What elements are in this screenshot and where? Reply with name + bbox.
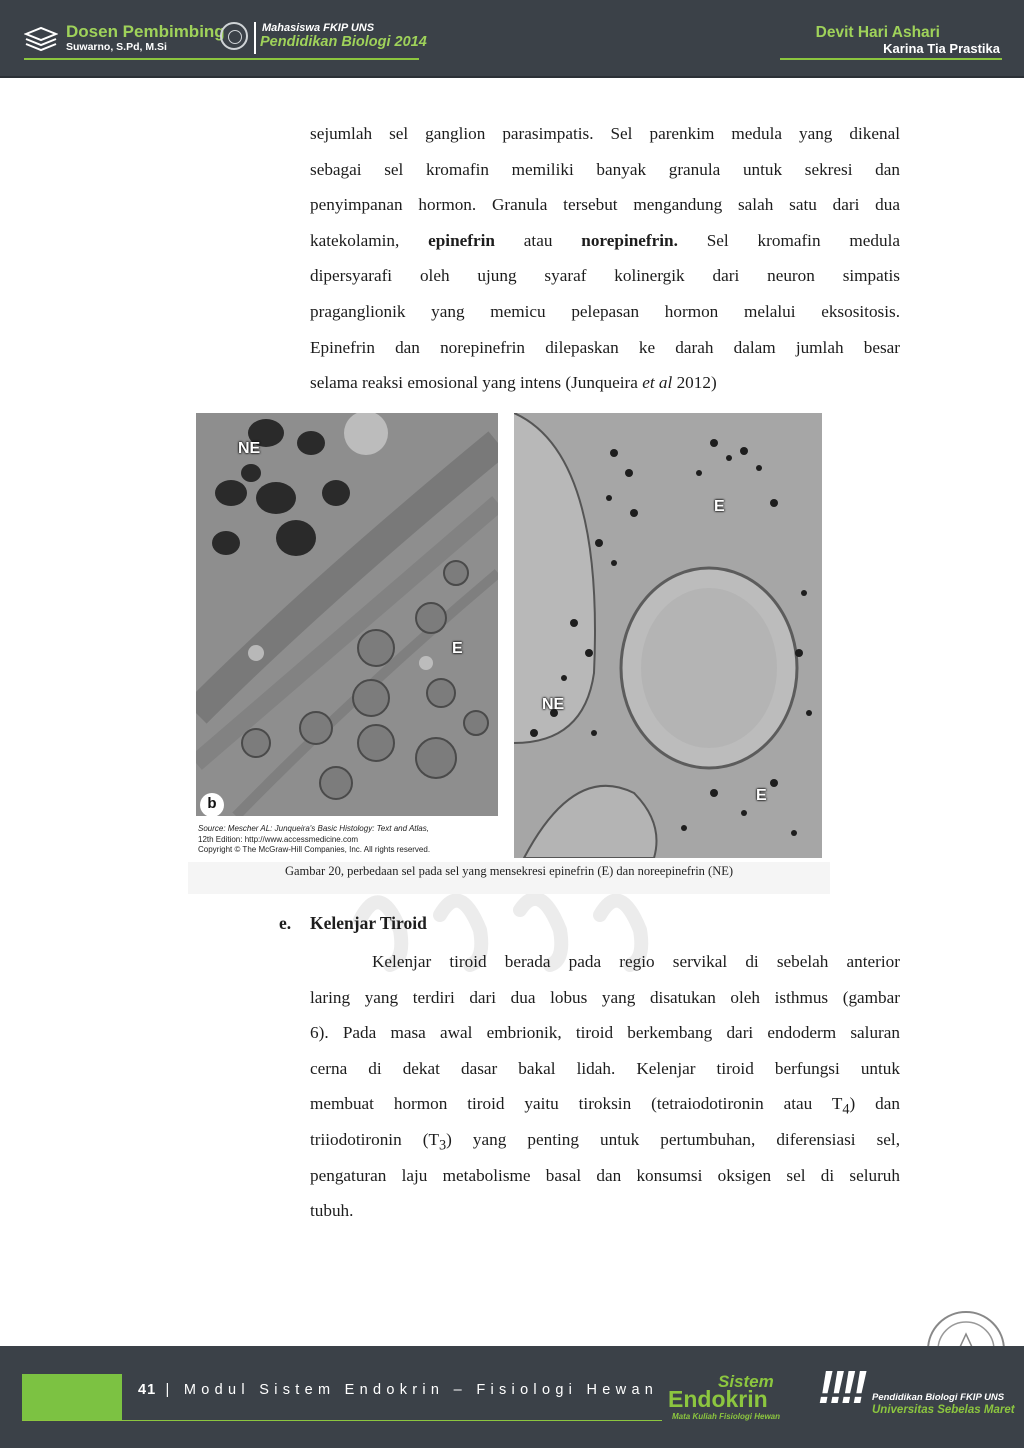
text-line: praganglionik yang memicu pelepasan hormon melalui eksositosis. (310, 301, 900, 321)
figure-source (198, 824, 508, 856)
text-line: 6). Pada masa awal embrionik, tiroid berkembang dari endoderm saluran (310, 1023, 900, 1043)
text-segment: ) yang penting untuk pertumbuhan, diferensiasi sel, (446, 1129, 901, 1149)
text-segment: 2012) (672, 373, 717, 393)
subscript: 3 (438, 1137, 447, 1154)
footer-accent-block (22, 1374, 122, 1420)
text-line: Kelenjar tiroid berada pada regio servikal di sebelah anterior (372, 952, 900, 971)
brand-exclamation: !!!! (818, 1361, 864, 1413)
label-e-right-top: E (714, 498, 725, 515)
section-letter: e. (279, 913, 292, 933)
term-epinefrin: epinefrin (428, 230, 495, 250)
footer-separator: | (165, 1382, 175, 1398)
paragraph-adrenal-medulla (310, 116, 900, 401)
text-line: Epinefrin dan norepinefrin dilepaskan ke darah dalam jumlah besar (310, 337, 900, 357)
header-separator (254, 22, 256, 54)
text-line (310, 1086, 900, 1122)
header-author-2: Karina Tia Prastika (883, 41, 1000, 56)
stacked-books-icon (24, 26, 58, 52)
text-segment: selama reaksi emosional yang intens (Junqueira (310, 373, 643, 393)
text-line (310, 1122, 900, 1158)
header-accent-line (24, 58, 419, 60)
header-program: Pendidikan Biologi 2014 (260, 34, 427, 50)
text-line: cerna di dekat dasar bakal lidah. Kelenjar tiroid berfungsi untuk (310, 1058, 900, 1078)
header-accent-line-right (780, 58, 1002, 60)
source-line: 12th Edition: http://www.accessmedicine.com (198, 834, 359, 844)
page-number: 41 (138, 1382, 157, 1398)
brand-sistem: Sistem (718, 1372, 774, 1391)
footer-program: Pendidikan Biologi FKIP UNS (872, 1392, 1005, 1403)
paragraph-thyroid (310, 944, 900, 1229)
header-author-1: Devit Hari Ashari (815, 24, 940, 41)
uns-seal-icon (220, 22, 248, 50)
header-title: Dosen Pembimbing (66, 22, 225, 41)
source-line: Source: Mescher AL: Junqueira's Basic Histology: Text and Atlas, (198, 824, 429, 833)
term-norepinefrin: norepinefrin. (581, 230, 678, 250)
header-divider (0, 76, 1024, 78)
brand-course: Mata Kuliah Fisiologi Hewan (672, 1412, 781, 1421)
label-e-left: E (452, 640, 463, 657)
module-title: Modul Sistem Endokrin – Fisiologi Hewan (183, 1382, 659, 1398)
label-e-right-bottom: E (756, 787, 767, 804)
section-title: Kelenjar Tiroid (310, 913, 427, 933)
subscript: 4 (842, 1101, 850, 1118)
brand-endokrin: Endokrin (668, 1386, 768, 1412)
footer-page-info (138, 1382, 658, 1398)
source-line: Copyright © The McGraw-Hill Companies, Inc. All rights reserved. (198, 845, 431, 854)
text-line: penyimpanan hormon. Granula tersebut mengandung salah satu dari dua (310, 195, 900, 215)
text-line: sejumlah sel ganglion parasimpatis. Sel parenkim medula yang dikenal (310, 124, 900, 143)
text-line: laring yang terdiri dari dua lobus yang disatukan oleh isthmus (gambar (310, 987, 900, 1007)
text-segment: atau (494, 230, 582, 250)
text-line: sebagai sel kromafin memiliki banyak granula untuk sekresi dan (310, 159, 900, 179)
label-ne-left: NE (238, 440, 261, 457)
micrograph-left (196, 413, 498, 816)
text-segment: Sel kromafin medula (677, 230, 900, 250)
panel-label-b: b (200, 793, 224, 817)
header-student-label: Mahasiswa FKIP UNS (262, 22, 375, 34)
citation-et-al: et al (642, 373, 673, 393)
micrograph-right (514, 413, 822, 858)
footer-university: Universitas Sebelas Maret (872, 1404, 1015, 1416)
text-segment: katekolamin, (310, 230, 429, 250)
label-ne-right: NE (542, 696, 565, 713)
text-line: dipersyarafi oleh ujung syaraf kolinergik dari neuron simpatis (310, 266, 900, 286)
figure-caption: Gambar 20, perbedaan sel pada sel yang mensekresi epinefrin (E) dan noreepinefrin (NE) (284, 864, 734, 878)
text-segment: triiodotironin (T (310, 1129, 439, 1149)
text-line (310, 223, 900, 259)
header-lecturer: Suwarno, S.Pd, M.Si (66, 41, 167, 53)
text-line: tubuh. (310, 1201, 354, 1221)
text-line (310, 365, 900, 401)
text-segment: ) dan (849, 1094, 900, 1114)
footer-accent-line (22, 1420, 662, 1421)
text-segment: membuat hormon tiroid yaitu tiroksin (tetraiodotironin atau T (310, 1094, 843, 1114)
text-line: pengaturan laju metabolisme basal dan konsumsi oksigen sel di seluruh (310, 1165, 900, 1185)
